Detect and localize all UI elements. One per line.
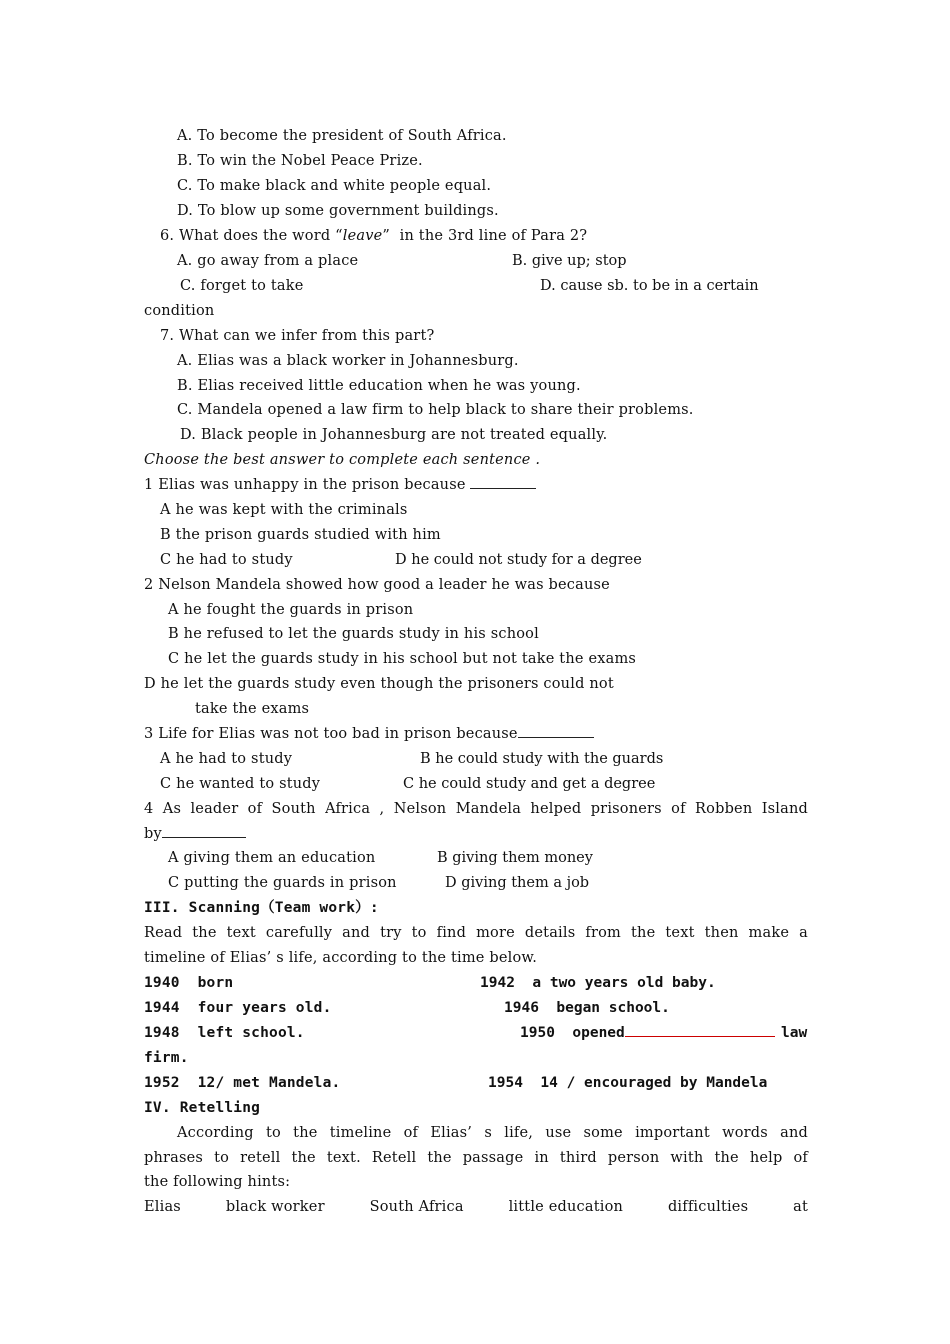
s2-question: 2 Nelson Mandela showed how good a leader he was because [144, 577, 610, 593]
retelling-para-line1 [177, 1121, 808, 1146]
q7-option-c: C. Mandela opened a law firm to help black to share their problems. [177, 402, 694, 418]
s3-question-text: 3 Life for Elias was not too bad in prison because [144, 726, 518, 742]
s1-option-a: A he was kept with the criminals [160, 502, 408, 518]
timeline-1948: 1948 left school. [144, 1025, 305, 1041]
retelling-para-line3: the following hints: [144, 1174, 291, 1190]
s3-option-b: B he could study with the guards [420, 751, 664, 767]
timeline-1942: 1942 a two years old baby. [480, 975, 716, 991]
scanning-heading: III. Scanning（Team work）: [144, 900, 379, 916]
s1-option-c: C he had to study [160, 552, 293, 568]
retelling-para-line2 [144, 1146, 808, 1171]
retelling-text2: phrases to retell the text. Retell the passage in third person with the help of [144, 1150, 808, 1166]
s1-option-d: D he could not study for a degree [395, 552, 642, 568]
timeline-1950-text: 1950 opened [520, 1025, 625, 1041]
q6-question [160, 224, 824, 249]
scanning-intro-line2: timeline of Elias’ s life, according to the time below. [144, 950, 538, 966]
scanning-intro-line1 [144, 921, 808, 946]
q6-suffix: ” in the 3rd line of Para 2? [382, 228, 588, 244]
answer-blank[interactable] [470, 474, 536, 489]
hint-word: little education [508, 1199, 624, 1215]
hint-word: Elias [144, 1199, 181, 1215]
s1-option-b: B the prison guards studied with him [160, 527, 441, 543]
s4-option-c: C putting the guards in prison [168, 875, 397, 891]
s2-option-c: C he let the guards study in his school but not take the exams [168, 651, 637, 667]
q5-option-b: B. To win the Nobel Peace Prize. [177, 153, 423, 169]
hint-word: at [793, 1199, 808, 1215]
timeline-1946: 1946 began school. [504, 1000, 670, 1016]
s4-option-b: B giving them money [437, 850, 593, 866]
s4-option-d: D giving them a job [445, 875, 590, 891]
s1-question-text: 1 Elias was unhappy in the prison because [144, 477, 471, 493]
s4-question [144, 797, 808, 822]
timeline-1940: 1940 born [144, 975, 234, 991]
s3-option-a: A he had to study [160, 751, 293, 767]
q7-option-a: A. Elias was a black worker in Johannesburg. [177, 353, 519, 369]
hint-word: difficulties [667, 1199, 749, 1215]
q6-option-d: D. cause sb. to be in a certain [540, 278, 759, 294]
q6-prefix: 6. What does the word “ [160, 228, 343, 244]
retelling-text1: According to the timeline of Elias’ s life, use some important words and [177, 1125, 808, 1141]
q5-option-c: C. To make black and white people equal. [177, 178, 492, 194]
q6-option-a: A. go away from a place [177, 253, 359, 269]
retelling-heading: IV. Retelling [144, 1100, 261, 1116]
s3-question [144, 722, 808, 747]
q6-option-c: C. forget to take [180, 278, 304, 294]
q5-option-a: A. To become the president of South Africa. [177, 128, 507, 144]
s4-option-a: A giving them an education [168, 850, 376, 866]
s4-cont-text: by [144, 826, 162, 842]
s3-option-c: C he wanted to study [160, 776, 321, 792]
s4-question-continued [144, 822, 808, 847]
q6-option-b: B. give up; stop [512, 253, 627, 269]
timeline-1950 [520, 1021, 775, 1046]
s2-option-b: B he refused to let the guards study in his school [168, 626, 539, 642]
s2-option-a: A he fought the guards in prison [168, 602, 414, 618]
hint-word: black worker [225, 1199, 325, 1215]
hint-word: South Africa [369, 1199, 464, 1215]
timeline-1944: 1944 four years old. [144, 1000, 332, 1016]
answer-blank[interactable] [625, 1022, 775, 1037]
q7-option-b: B. Elias received little education when he was young. [177, 378, 581, 394]
s1-question [144, 473, 808, 498]
s4-question-text: 4 As leader of South Africa , Nelson Mandela helped prisoners of Robben Island [144, 801, 808, 817]
s2-option-d-continued: take the exams [195, 701, 310, 717]
q7-option-d: D. Black people in Johannesburg are not treated equally. [180, 427, 608, 443]
answer-blank[interactable] [518, 723, 594, 738]
timeline-1950-continued: firm. [144, 1050, 189, 1066]
s2-option-d: D he let the guards study even though the prisoners could not [144, 676, 614, 692]
timeline-1950-tail: law [781, 1025, 808, 1041]
answer-blank[interactable] [162, 823, 246, 838]
s3-option-d: C he could study and get a degree [403, 776, 656, 792]
section-heading-choose: Choose the best answer to complete each sentence . [144, 452, 541, 468]
q5-option-d: D. To blow up some government buildings. [177, 203, 499, 219]
q6-option-d-continued: condition [144, 303, 215, 319]
q6-word: leave [342, 228, 383, 244]
q7-question: 7. What can we infer from this part? [160, 328, 435, 344]
retelling-hints [144, 1195, 808, 1220]
timeline-1952: 1952 12/ met Mandela. [144, 1075, 341, 1091]
timeline-1954: 1954 14 / encouraged by Mandela [488, 1075, 768, 1091]
scanning-intro-text1: Read the text carefully and try to find more details from the text then make a [144, 925, 808, 941]
